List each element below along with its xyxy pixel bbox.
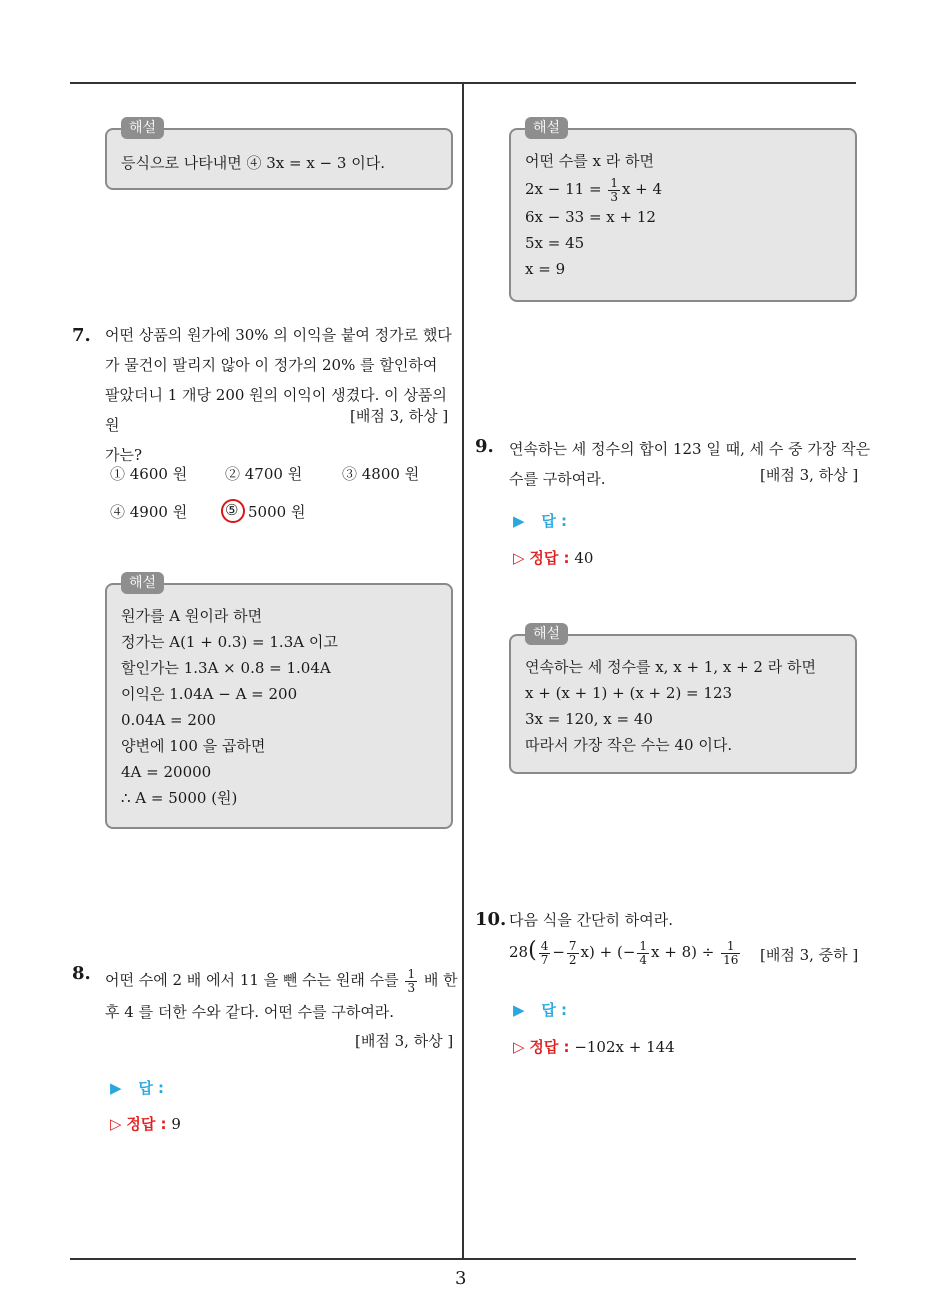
q10-answer-row (513, 999, 567, 1020)
choice-1[interactable]: ① 4600 원 (110, 465, 188, 483)
commentary-line: 4A = 20000 (121, 763, 212, 781)
answer-label: 답 : (541, 1001, 568, 1019)
page-number: 3 (455, 1268, 467, 1289)
q10-score: [배점 3, 중하 ] (760, 946, 859, 964)
commentary-line: x = 9 (525, 260, 566, 278)
q7-line: 가는? (105, 446, 143, 464)
choice-2[interactable]: ② 4700 원 (225, 465, 303, 483)
correct-triangle-icon: ▷ (513, 1038, 525, 1056)
q8-score: [배점 3, 하상 ] (355, 1032, 454, 1050)
commentary-tag: 해설 (121, 117, 164, 139)
choice-5-label[interactable]: 5000 원 (248, 503, 306, 521)
q8-line: 후 4 를 더한 수와 같다. 어떤 수를 구하여라. (105, 1003, 395, 1021)
question-7-text (105, 320, 460, 470)
commentary-tag: 해설 (525, 623, 568, 645)
q9-score: [배점 3, 하상 ] (760, 466, 859, 484)
commentary-line: 연속하는 세 정수를 x, x + 1, x + 2 라 하면 (525, 658, 816, 676)
choice-4[interactable]: ④ 4900 원 (110, 503, 188, 521)
commentary-line: 3x = 120, x = 40 (525, 710, 653, 728)
correct-triangle-icon: ▷ (110, 1115, 122, 1133)
q8-text-part: 어떤 수에 2 배 에서 11 을 뺀 수는 원래 수를 (105, 971, 399, 989)
question-number-10: 10. (475, 909, 507, 930)
commentary-line: 2x − 11 = $\frac{1}{3}$ x + 4 (525, 175, 663, 204)
commentary-line: 이익은 1.04A − A = 200 (121, 685, 298, 703)
bottom-rule (70, 1258, 856, 1260)
q10-correct-row (513, 1036, 675, 1057)
correct-triangle-icon: ▷ (513, 549, 525, 567)
commentary-line: 양변에 100 을 곱하면 (121, 737, 266, 755)
column-divider (462, 84, 464, 1259)
answer-label: 답 : (138, 1079, 165, 1097)
commentary-line: 어떤 수를 x 라 하면 (525, 152, 654, 170)
fraction-one-third: $\frac{1}{3}$ (407, 966, 416, 995)
q7-score: [배점 3, 하상 ] (350, 407, 449, 425)
answer-label: 답 : (541, 512, 568, 530)
q9-line: 연속하는 세 정수의 합이 123 일 때, 세 수 중 가장 작은 (509, 440, 871, 458)
correct-label: 정답 : (529, 1038, 570, 1056)
correct-value: 40 (574, 549, 594, 567)
q10-expression: 28( $\frac{4}{7}$ − $\frac{7}{2}$ x) + (− $\frac{1}{4}$ x + 8) ÷ $\frac{1}{16}$ (509, 938, 739, 967)
commentary-line: 원가를 A 원이라 하면 (121, 607, 263, 625)
q8-answer-row (110, 1077, 164, 1098)
question-number-9: 9. (475, 436, 494, 457)
commentary-line: 따라서 가장 작은 수는 40 이다. (525, 736, 733, 754)
choice-3[interactable]: ③ 4800 원 (342, 465, 420, 483)
q7-line: 가 물건이 팔리지 않아 이 정가의 20% 를 할인하여 (105, 356, 438, 374)
answer-triangle-icon: ▶ (513, 512, 525, 530)
commentary-line: 5x = 45 (525, 234, 585, 252)
q7-line: 어떤 상품의 원가에 30% 의 이익을 붙여 정가로 했다 (105, 326, 452, 344)
commentary-line: 할인가는 1.3A × 0.8 = 1.04A (121, 659, 331, 677)
commentary-box-q6 (105, 120, 453, 190)
commentary-box-q9 (509, 626, 857, 774)
q9-correct-row (513, 547, 593, 568)
choice-5-symbol[interactable]: ⑤ (225, 501, 239, 519)
correct-label: 정답 : (529, 549, 570, 567)
q9-answer-row (513, 510, 567, 531)
correct-value: −102x + 144 (574, 1038, 675, 1056)
commentary-tag: 해설 (121, 572, 164, 594)
commentary-line: ∴ A = 5000 (원) (121, 789, 238, 807)
correct-label: 정답 : (126, 1115, 167, 1133)
question-number-7: 7. (72, 325, 91, 346)
commentary-box-q7 (105, 575, 453, 829)
commentary-line: 정가는 A(1 + 0.3) = 1.3A 이고 (121, 633, 338, 651)
answer-triangle-icon: ▶ (513, 1001, 525, 1019)
question-number-8: 8. (72, 963, 91, 984)
commentary-line: 6x − 33 = x + 12 (525, 208, 656, 226)
q7-line: 팔았더니 1 개당 200 원의 이익이 생겼다. 이 상품의 원 (105, 386, 447, 434)
question-8-text (105, 965, 460, 1027)
correct-value: 9 (171, 1115, 181, 1133)
commentary-line: 0.04A = 200 (121, 711, 216, 729)
commentary-tag: 해설 (525, 117, 568, 139)
commentary-line: x + (x + 1) + (x + 2) = 123 (525, 684, 733, 702)
q8-correct-row (110, 1113, 181, 1134)
q8-text-part: 배 한 (423, 971, 458, 989)
q10-line: 다음 식을 간단히 하여라. (509, 911, 673, 929)
commentary-line: 등식으로 나타내면 ④ 3x = x − 3 이다. (121, 154, 385, 172)
answer-triangle-icon: ▶ (110, 1079, 122, 1097)
commentary-box-q8 (509, 120, 857, 302)
q9-line: 수를 구하여라. (509, 470, 606, 488)
question-10-text (509, 905, 864, 935)
fraction-one-third: $\frac{1}{3}$ (610, 175, 618, 204)
